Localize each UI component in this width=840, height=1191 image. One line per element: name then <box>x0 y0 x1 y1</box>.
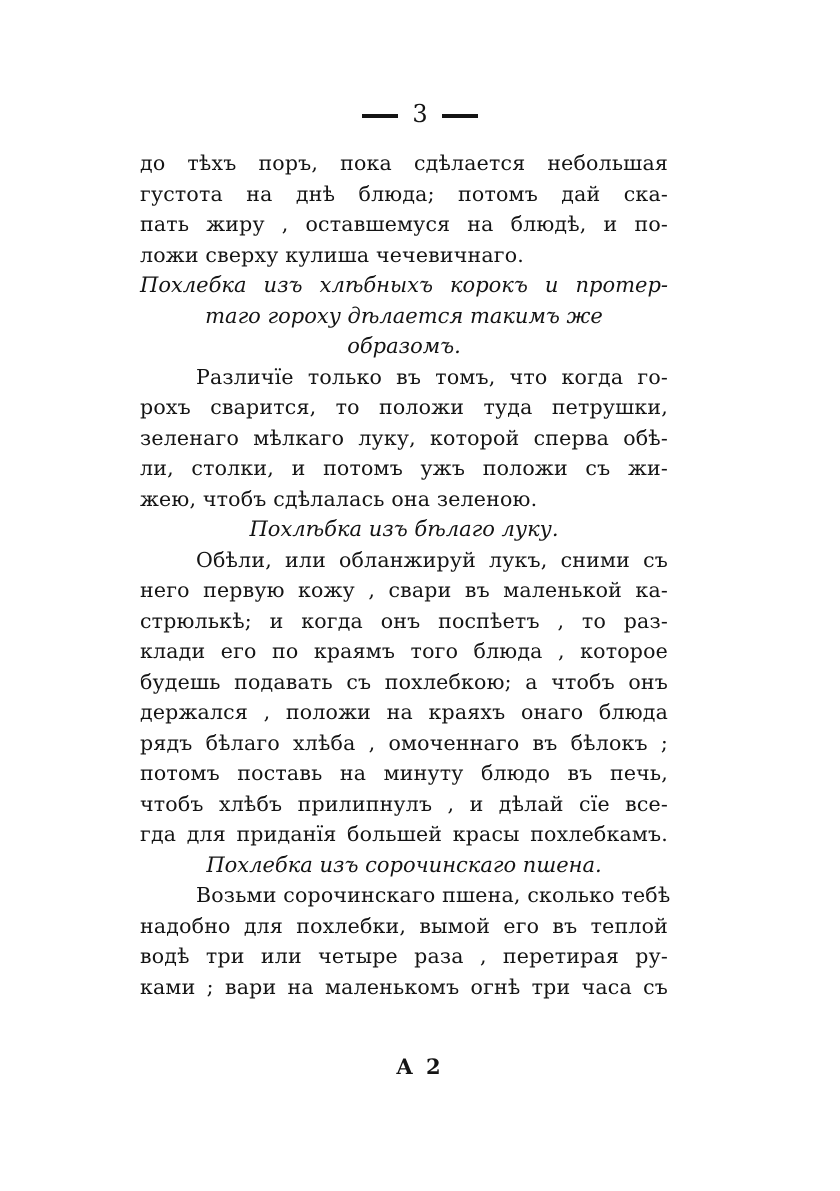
text-line: надобно для похлебки, вымой его въ теплой <box>140 913 668 938</box>
recipe-heading: Похлѣбка изъ бѣлаго луку. <box>249 517 559 541</box>
text-line: гда для приданїя большей красы похлебкамъ. <box>140 822 668 846</box>
page-body-text <box>140 148 671 1002</box>
paragraph-first-line: Обѣли, или обланжируй лукъ, сними съ <box>196 547 668 572</box>
text-line: рохъ сварится, то положи туда петрушки, <box>140 395 668 419</box>
recipe-heading: Похлебка изъ сорочинскаго пшена. <box>206 852 602 877</box>
text-line: потомъ поставь на минуту блюдо въ печь, <box>140 761 668 785</box>
text-line: ли, столки, и потомъ ужъ положи съ жи- <box>140 456 668 480</box>
text-line: держался , положи на краяхъ онаго блюда <box>140 700 668 724</box>
text-line: ками ; вари на маленькомъ огнѣ три часа съ <box>140 974 668 999</box>
text-line: водѣ три или четыре раза , перетирая ру- <box>140 944 668 968</box>
text-line: ложи сверху кулиша чечевичнаго. <box>140 242 524 267</box>
text-line: него первую кожу , свари въ маленькой ка- <box>140 578 668 602</box>
recipe-heading: таго гороху дѣлается такимъ же <box>205 303 603 328</box>
recipe-heading: Похлебка изъ хлѣбныхъ корокъ и протер- <box>140 273 668 297</box>
right-dash-ornament <box>442 114 478 118</box>
page-number: 3 <box>412 100 428 128</box>
paragraph-first-line: Возьми сорочинскаго пшена, сколько тебѣ <box>196 883 671 907</box>
text-line: клади его по краямъ того блюда , которое <box>140 639 668 663</box>
text-line: чтобъ хлѣбъ прилипнулъ , и дѣлай сїе все- <box>140 791 668 816</box>
text-line: рядъ бѣлаго хлѣба , омоченнаго въ бѣлокъ ; <box>140 730 668 755</box>
signature-mark: A 2 <box>396 1054 444 1079</box>
text-line: пать жиру , оставшемуся на блюдѣ, и по- <box>140 212 668 236</box>
text-line: жею, чтобъ сдѣлалась она зеленою. <box>140 486 538 511</box>
recipe-heading: образомъ. <box>347 334 461 358</box>
left-dash-ornament <box>362 114 398 118</box>
text-line: до тѣхъ поръ, пока сдѣлается небольшая <box>140 151 668 175</box>
text-line: будешь подавать съ похлебкою; а чтобъ онъ <box>140 669 668 694</box>
text-line: густота на днѣ блюда; потомъ дай ска- <box>140 181 668 206</box>
text-line: зеленаго мѣлкаго луку, которой сперва обѣ- <box>140 425 668 450</box>
text-line: стрюлькѣ; и когда онъ поспѣетъ , то раз- <box>140 608 668 633</box>
paragraph-first-line: Различїе только въ томъ, что когда го- <box>196 364 668 389</box>
page-header <box>0 96 840 132</box>
